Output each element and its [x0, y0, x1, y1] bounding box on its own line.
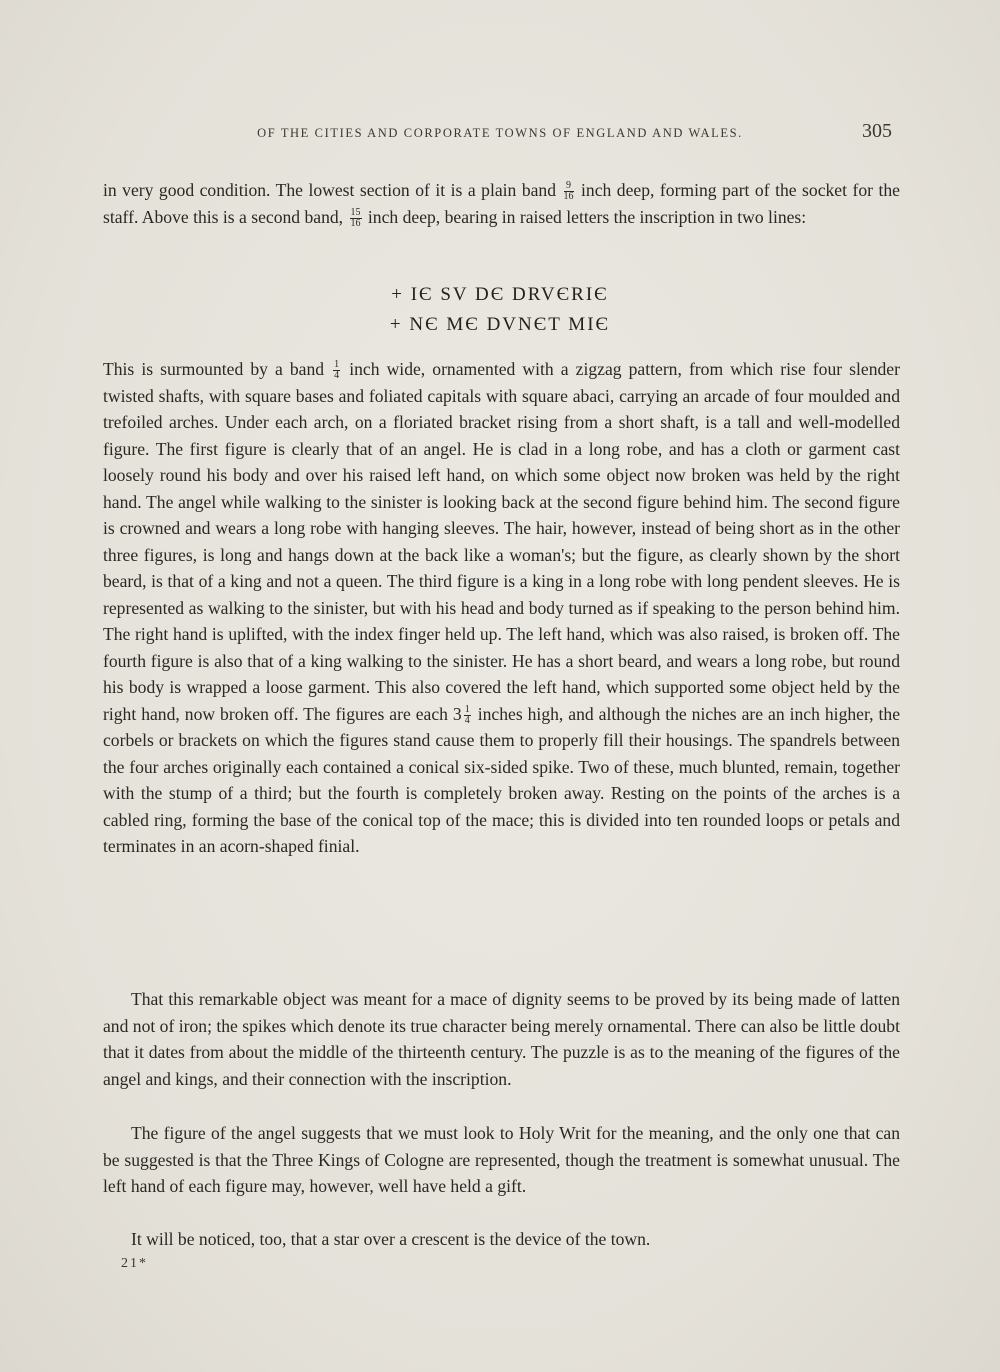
paragraph-4: The figure of the angel suggests that we must look to Holy Writ for the meaning, and the only one that can be suggested is that the Three Kings of Cologne are represented, though the treatment is somewhat unusual. The left hand of each figure may, however, well have held a gift.	[103, 1123, 900, 1196]
paragraph-1-text-a: in very good condition. The lowest section of it is a plain band	[103, 180, 557, 200]
paragraph-3: That this remarkable object was meant for a mace of dignity seems to be proved by its being made of latten and not of iron; the spikes which denote its true character being merely ornamental. There can also be little doubt that it dates from about the middle of the thirteenth century. The puzzle is as to the meaning of the figures of the angel and kings, and their connection with the inscription.	[103, 989, 900, 1089]
paragraph-2-text-b: inch wide, ornamented with a zigzag pattern, from which rise four slender twisted shafts, with square bases and foliated capitals with square abaci, carrying an arcade of four moulded and trefoiled arches. Under each arch, on a floriated bracket rising from a short shaft, is a tall and well-modelled figure. The first figure is clearly that of an angel. He is clad in a long robe, and has a cloth or garment cast loosely round his body and over his raised left hand, on which some object now broken was held by the right hand. The angel while walking to the sinister is looking back at the second figure behind him. The second figure is crowned and wears a long robe with hanging sleeves. The hair, however, instead of being short as in the other three figures, is long and hangs down at the back like a woman's; but the figure, as clearly shown by the short beard, is that of a king and not a queen. The third figure is a king in a long robe with long pendent sleeves. He is represented as walking to the sinister, but with his head and body turned as if speaking to the person behind him. The right hand is uplifted, with the index finger held up. The left hand, which was also raised, is broken off. The fourth figure is also that of a king walking to the sinister. He has a short beard, and wears a long robe, but round his body is wrapped a loose garment. This also covered the left hand, which supported some object held by the right hand, now broken off. The figures are each 3	[103, 359, 900, 724]
fraction-one-quarter-2: $\frac{1}{4}$	[464, 703, 470, 726]
paragraph-2-text-a: This is surmounted by a band	[103, 359, 325, 379]
paragraph-2	[103, 356, 900, 860]
fraction-fifteen-sixteenths: $\frac{15}{16}$	[350, 206, 361, 229]
paragraph-5: It will be noticed, too, that a star over a crescent is the device of the town.	[131, 1229, 651, 1249]
page-number: 305	[862, 120, 892, 142]
paragraph-1-text-c: inch deep, bearing in raised letters the inscription in two lines:	[367, 206, 807, 227]
inscription-line-1: + IЄ SV DЄ DRVЄRIЄ	[391, 284, 609, 305]
signature-mark: 21*	[121, 1256, 148, 1271]
paragraph-1	[103, 177, 900, 230]
paragraph-1-text-b: inch deep, forming part of the socket for the staff. Above this is a second band,	[103, 180, 900, 227]
inscription-line-2: + NЄ MЄ DVNЄT MIЄ	[389, 314, 611, 335]
paragraph-2-text-c: inches high, and although the niches are an inch higher, the corbels or brackets on which the figures stand cause them to properly fill their housings. The spandrels between the four arches originally each contained a conical six-sided spike. Two of these, much blunted, remain, together with the stump of a third; but the fourth is completely broken away. Resting on the points of the arches is a cabled ring, forming the base of the conical top of the mace; this is divided into ten rounded loops or petals and terminates in an acorn-shaped finial.	[103, 703, 900, 856]
fraction-nine-sixteenths: $\frac{9}{16}$	[563, 180, 574, 203]
fraction-one-quarter: $\frac{1}{4}$	[334, 359, 340, 382]
running-head: OF THE CITIES AND CORPORATE TOWNS OF ENGLAND AND WALES.	[257, 126, 743, 140]
